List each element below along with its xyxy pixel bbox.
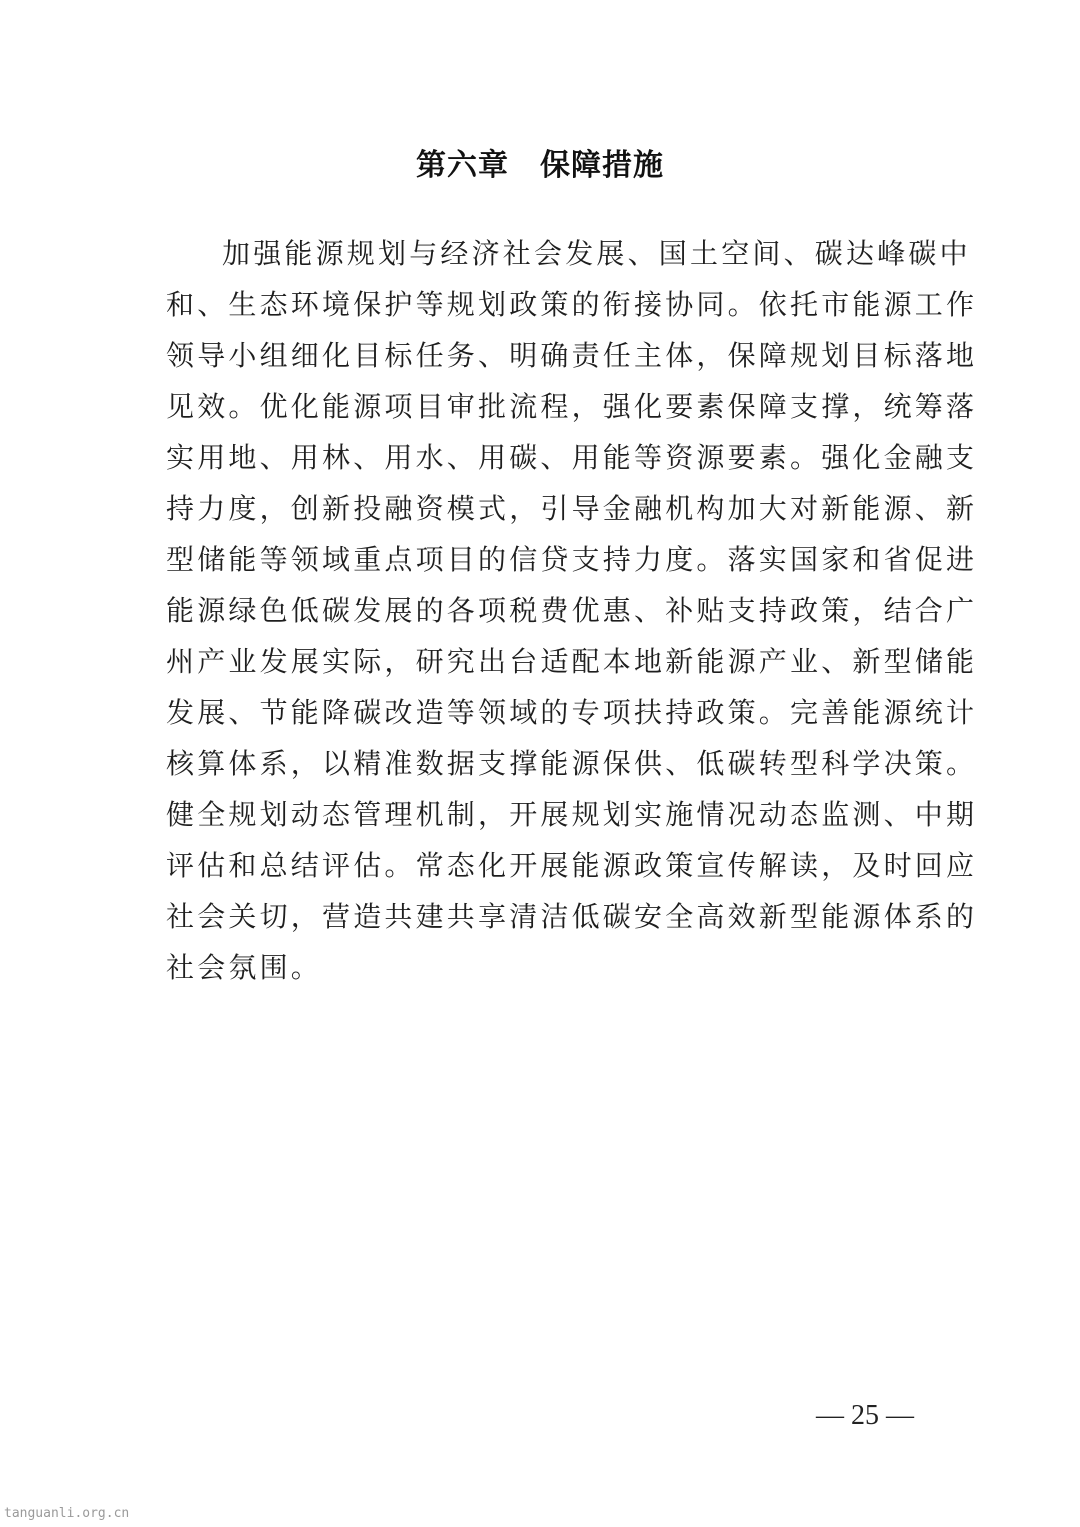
- paragraph-line: 发展、节能降碳改造等领域的专项扶持政策。完善能源统计: [166, 696, 978, 729]
- paragraph-line: 核算体系，以精准数据支撑能源保供、低碳转型科学决策。: [166, 747, 978, 780]
- paragraph-line: 持力度，创新投融资模式，引导金融机构加大对新能源、新: [166, 492, 978, 525]
- paragraph-line: 社会关切，营造共建共享清洁低碳安全高效新型能源体系的: [166, 900, 978, 933]
- paragraph-line: 实用地、用林、用水、用碳、用能等资源要素。强化金融支: [166, 441, 978, 474]
- paragraph-line: 社会氛围。: [166, 951, 323, 984]
- paragraph-line: 评估和总结评估。常态化开展能源政策宣传解读，及时回应: [166, 849, 978, 882]
- body-paragraph: [166, 228, 978, 993]
- paragraph-line: 健全规划动态管理机制，开展规划实施情况动态监测、中期: [166, 798, 978, 831]
- paragraph-line: 能源绿色低碳发展的各项税费优惠、补贴支持政策，结合广: [166, 594, 978, 627]
- paragraph-line: 型储能等领域重点项目的信贷支持力度。落实国家和省促进: [166, 543, 978, 576]
- paragraph-line: 和、生态环境保护等规划政策的衔接协同。依托市能源工作: [166, 288, 978, 321]
- paragraph-line: 领导小组细化目标任务、明确责任主体，保障规划目标落地: [166, 339, 978, 372]
- paragraph-line: 州产业发展实际，研究出台适配本地新能源产业、新型储能: [166, 645, 978, 678]
- watermark-text: tanguanli.org.cn: [4, 1506, 130, 1521]
- chapter-title: 第六章 保障措施: [416, 148, 664, 183]
- paragraph-line: 见效。优化能源项目审批流程，强化要素保障支撑，统筹落: [166, 390, 978, 423]
- paragraph-line: 加强能源规划与经济社会发展、国土空间、碳达峰碳中: [222, 237, 971, 270]
- page-number: — 25 —: [816, 1400, 914, 1431]
